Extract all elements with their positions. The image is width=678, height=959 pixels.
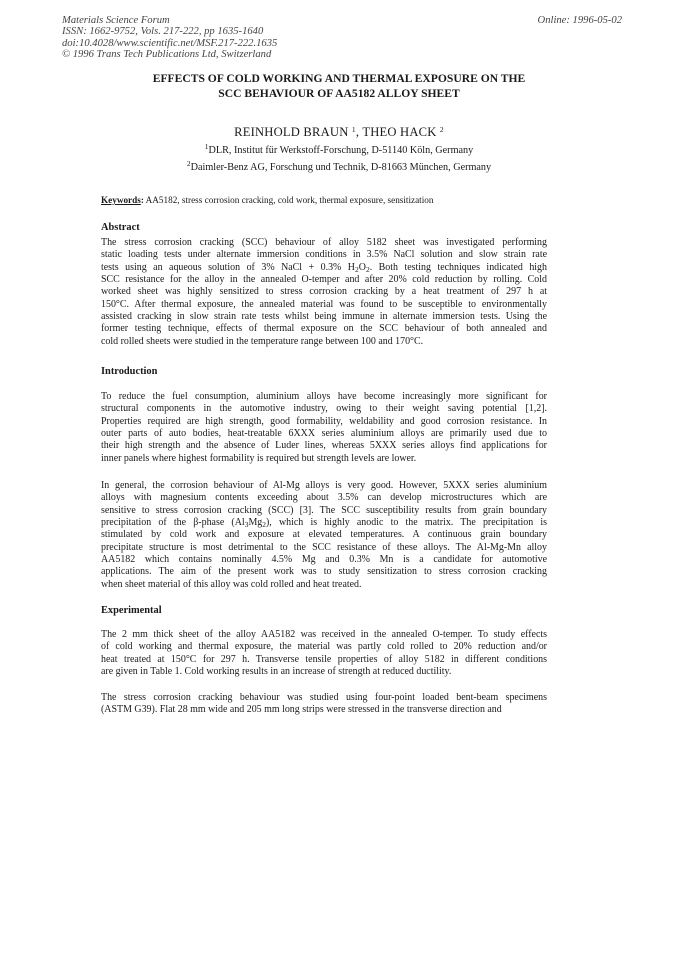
abstract-line: SCC resistance for the alloy in the annealed O-temper and after 20% cold reduction by rolling. Cold <box>101 274 547 286</box>
abstract-line-3-pre: tests using an aqueous solution of 3% NaCl + 0.3% H <box>101 261 355 273</box>
body-line: In general, the corrosion behaviour of Al-Mg alloys is very good. However, 5XXX series aluminium <box>101 480 547 491</box>
subscript: 2 <box>262 520 266 530</box>
affiliation-1-mark: 1 <box>204 142 209 151</box>
online-date: Online: 1996-05-02 <box>537 15 622 26</box>
body-line: sensitive to stress corrosion cracking (SCC) [3]. The SCC susceptibility results from grain boundary <box>101 504 547 516</box>
experimental-paragraph-2 <box>101 692 547 717</box>
body-line: heat treated at 150°C for 297 h. Transverse tensile properties of alloy 5182 in different conditions <box>101 653 547 665</box>
journal-metadata <box>62 15 622 60</box>
keywords-colon: : <box>140 195 144 205</box>
affiliation-2-mark: 2 <box>186 159 191 168</box>
doi-line[interactable]: doi:10.4028/www.scientific.net/MSF.217-222.1635 <box>62 37 278 49</box>
body-line: stimulated by cold work and exposure at elevated temperatures. A continuous grain boundary <box>101 529 547 541</box>
experimental-heading: Experimental <box>101 605 162 616</box>
body-line: of cold working and thermal exposure, the material was partly cold rolled to 20% reduction and/or <box>101 641 547 653</box>
affiliation-1-text: DLR, Institut für Werkstoff-Forschung, D-51140 Köln, Germany <box>208 145 474 156</box>
body-line: when sheet material of this alloy was cold rolled and heat treated. <box>101 578 362 590</box>
author-1-affiliation-mark: 1 <box>351 125 356 134</box>
abstract-body <box>101 237 547 348</box>
abstract-line-3-mid: O <box>358 261 366 273</box>
author-2-affiliation-mark: 2 <box>439 125 444 134</box>
affiliation-2 <box>89 159 589 173</box>
body-line: To reduce the fuel consumption, aluminium alloys have become increasingly more significant for <box>101 391 547 402</box>
paper-title <box>92 72 586 101</box>
subscript: 2 <box>355 264 359 274</box>
author-1: REINHOLD BRAUN <box>234 125 349 139</box>
abstract-line: 150°C. After thermal exposure, the annealed material was found to be susceptible to environmentally <box>101 298 547 310</box>
body-line: alloys with magnesium contents exceeding about 3.5% can develop microstructures which are <box>101 492 547 504</box>
beta-line-mid: Mg <box>248 517 263 529</box>
issn-line: ISSN: 1662-9752, Vols. 217-222, pp 1635-1640 <box>62 26 264 38</box>
experimental-paragraph-1 <box>101 629 547 678</box>
body-line: AA5182 which contains nominally 4.5% Mg and 0.3% Mn is a candidate for automotive <box>101 554 547 566</box>
body-line: structural components in the automotive industry, owing to their weight saving potential [1,2]. <box>101 403 547 415</box>
author-list <box>100 125 578 140</box>
body-line: their high strength and the absence of Luder lines, whereas 5XXX series alloys find applications for <box>101 440 547 452</box>
abstract-line-3-post: . Both testing techniques indicated high <box>369 261 547 273</box>
body-line: Properties required are high strength, good formability, weldability and good corrosion resistance. In <box>101 415 547 427</box>
abstract-line: former testing technique, effects of thermal exposure on the SCC behaviour of both annealed and <box>101 323 547 335</box>
introduction-heading: Introduction <box>101 366 158 377</box>
abstract-line: worked sheet was highly sensitized to stress corrosion cracking by a heat treatment of 297 h at <box>101 286 547 298</box>
author-2: THEO HACK <box>362 125 437 139</box>
abstract-heading: Abstract <box>101 222 140 233</box>
abstract-line: The stress corrosion cracking (SCC) behaviour of alloy 5182 sheet was investigated performing <box>101 237 547 248</box>
body-line <box>101 517 547 529</box>
subscript: 3 <box>244 520 249 530</box>
journal-name: Materials Science Forum <box>62 15 170 26</box>
body-line: precipitate structure is most detrimental to the SCC resistance of these alloys. The Al-Mg-Mn alloy <box>101 541 547 553</box>
body-line: outer parts of auto bodies, heat-treatable 6XXX series aluminium alloys are primarily used due to <box>101 428 547 440</box>
body-line: are given in Table 1. Cold working results in an increase of strength at reduced ductility. <box>101 666 452 678</box>
body-line: The stress corrosion cracking behaviour was studied using four-point loaded bent-beam specimens <box>101 692 547 703</box>
abstract-line: assisted cracking in slow strain rate tests whilst being immune in alternate immersion tests. Using the <box>101 311 547 323</box>
body-line: The 2 mm thick sheet of the alloy AA5182 was received in the annealed O-temper. To study effects <box>101 629 547 640</box>
beta-line-post: ), which is highly anodic to the matrix. The precipitation is <box>266 517 547 529</box>
keywords-text: AA5182, stress corrosion cracking, cold work, thermal exposure, sensitization <box>143 195 434 205</box>
abstract-line <box>101 262 547 274</box>
body-line: inner panels where highest formability is required but strength levels are lower. <box>101 452 417 464</box>
introduction-paragraph-1 <box>101 391 547 465</box>
subscript: 2 <box>365 264 370 274</box>
abstract-line: cold rolled sheets were studied in the temperature range between 100 and 170°C. <box>101 335 424 347</box>
title-line-2: SCC BEHAVIOUR OF AA5182 ALLOY SHEET <box>218 86 460 100</box>
body-line: (ASTM G39). Flat 28 mm wide and 205 mm long strips were stressed in the transverse direction and <box>101 704 502 716</box>
beta-line-pre: precipitation of the β-phase (Al <box>101 517 245 529</box>
copyright-line: © 1996 Trans Tech Publications Ltd, Switzerland <box>62 48 272 60</box>
author-separator: , <box>355 125 363 139</box>
affiliation-1 <box>89 142 589 156</box>
keywords-label: Keywords <box>101 195 141 205</box>
body-line: applications. The aim of the present work was to study sensitization to stress corrosion cracking <box>101 566 547 578</box>
affiliation-2-text: Daimler-Benz AG, Forschung und Technik, D-81663 München, Germany <box>190 162 492 173</box>
title-line-1: EFFECTS OF COLD WORKING AND THERMAL EXPOSURE ON THE <box>152 72 526 85</box>
introduction-paragraph-2 <box>101 480 547 591</box>
keywords <box>101 195 433 205</box>
abstract-line: static loading tests under alternate immersion conditions in 3.5% NaCl solution and slow strain rate <box>101 249 547 261</box>
